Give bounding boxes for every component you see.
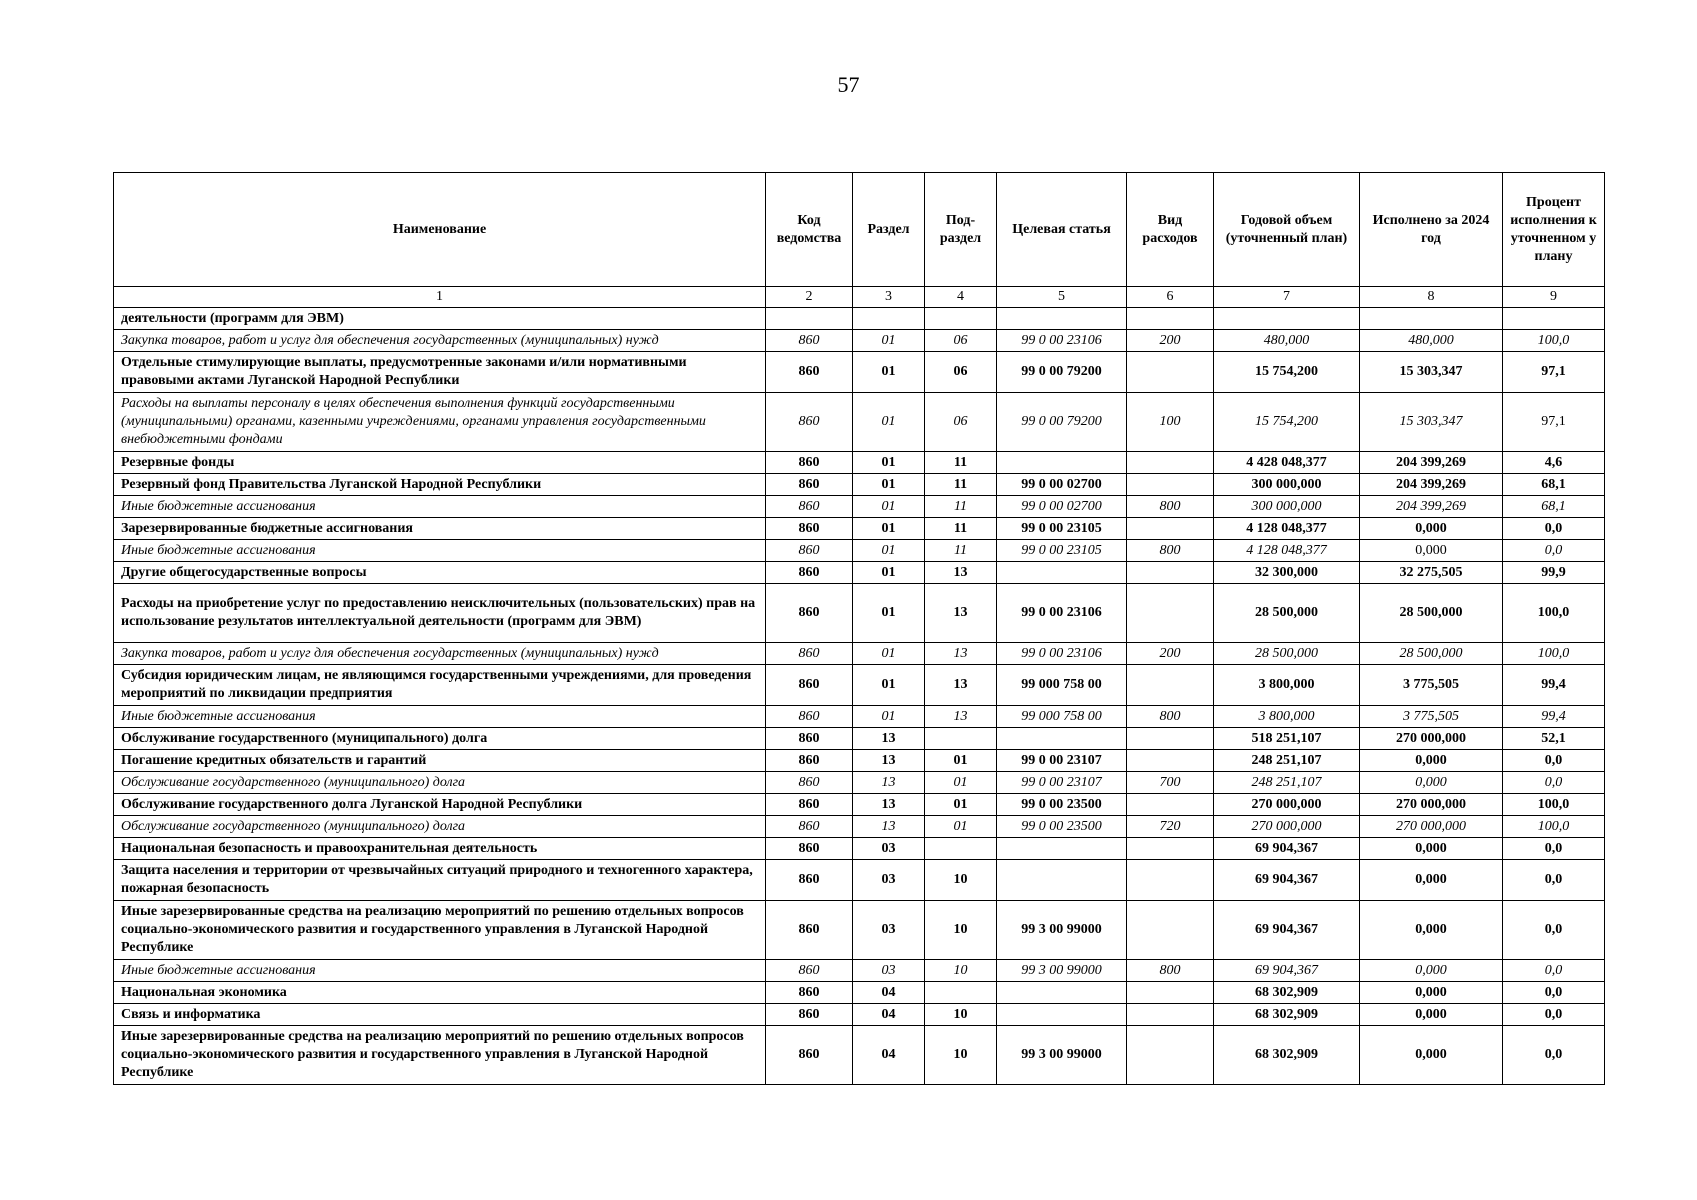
cell-expense-type: 800 bbox=[1127, 960, 1214, 982]
cell-percent: 4,6 bbox=[1503, 452, 1605, 474]
cell-expense-type: 800 bbox=[1127, 540, 1214, 562]
cell-section: 04 bbox=[853, 1004, 925, 1026]
cell-executed: 28 500,000 bbox=[1360, 584, 1503, 643]
table-row bbox=[114, 643, 1605, 665]
cell-executed: 0,000 bbox=[1360, 901, 1503, 960]
cell-section: 13 bbox=[853, 728, 925, 750]
cell-percent: 0,0 bbox=[1503, 982, 1605, 1004]
cell-target-article: 99 0 00 23500 bbox=[997, 794, 1127, 816]
cell-name: Национальная безопасность и правоохранительная деятельность bbox=[114, 838, 766, 860]
cell-percent: 0,0 bbox=[1503, 1004, 1605, 1026]
cell-executed: 270 000,000 bbox=[1360, 816, 1503, 838]
cell-name: Отдельные стимулирующие выплаты, предусмотренные законами и/или нормативными правовыми актами Луганской Народной Республики bbox=[114, 352, 766, 393]
cell-expense-type: 720 bbox=[1127, 816, 1214, 838]
cell-annual-plan: 270 000,000 bbox=[1214, 816, 1360, 838]
cell-name: Субсидия юридическим лицам, не являющимся государственными учреждениями, для проведения мероприятий по ликвидации предприятия bbox=[114, 665, 766, 706]
cell-name: Связь и информатика bbox=[114, 1004, 766, 1026]
cell-annual-plan: 68 302,909 bbox=[1214, 1026, 1360, 1085]
cell-annual-plan: 28 500,000 bbox=[1214, 584, 1360, 643]
cell-percent: 68,1 bbox=[1503, 496, 1605, 518]
cell-dept-code: 860 bbox=[766, 540, 853, 562]
cell-expense-type bbox=[1127, 794, 1214, 816]
cell-target-article: 99 0 00 23107 bbox=[997, 750, 1127, 772]
table-row bbox=[114, 518, 1605, 540]
cell-dept-code: 860 bbox=[766, 643, 853, 665]
cell-annual-plan: 4 428 048,377 bbox=[1214, 452, 1360, 474]
table-row bbox=[114, 794, 1605, 816]
cell-name: Обслуживание государственного (муниципального) долга bbox=[114, 816, 766, 838]
cell-section: 13 bbox=[853, 816, 925, 838]
cell-subsection: 13 bbox=[925, 665, 997, 706]
table-row bbox=[114, 901, 1605, 960]
cell-executed: 270 000,000 bbox=[1360, 794, 1503, 816]
cell-expense-type bbox=[1127, 452, 1214, 474]
cell-expense-type bbox=[1127, 1004, 1214, 1026]
cell-expense-type bbox=[1127, 308, 1214, 330]
cell-section: 01 bbox=[853, 643, 925, 665]
header-section: Раздел bbox=[853, 173, 925, 287]
cell-name: Обслуживание государственного долга Луганской Народной Республики bbox=[114, 794, 766, 816]
cell-annual-plan: 3 800,000 bbox=[1214, 665, 1360, 706]
cell-executed: 32 275,505 bbox=[1360, 562, 1503, 584]
cell-percent: 68,1 bbox=[1503, 474, 1605, 496]
cell-annual-plan: 68 302,909 bbox=[1214, 1004, 1360, 1026]
cell-expense-type bbox=[1127, 1026, 1214, 1085]
cell-executed bbox=[1360, 308, 1503, 330]
cell-section: 03 bbox=[853, 901, 925, 960]
cell-target-article: 99 0 00 23500 bbox=[997, 816, 1127, 838]
cell-dept-code: 860 bbox=[766, 860, 853, 901]
cell-target-article: 99 0 00 23106 bbox=[997, 330, 1127, 352]
cell-dept-code: 860 bbox=[766, 518, 853, 540]
cell-expense-type bbox=[1127, 584, 1214, 643]
cell-percent bbox=[1503, 308, 1605, 330]
cell-executed: 0,000 bbox=[1360, 860, 1503, 901]
cell-percent: 100,0 bbox=[1503, 584, 1605, 643]
header-name: Наименование bbox=[114, 173, 766, 287]
cell-section: 13 bbox=[853, 750, 925, 772]
cell-subsection: 11 bbox=[925, 452, 997, 474]
cell-percent: 0,0 bbox=[1503, 750, 1605, 772]
table-row bbox=[114, 330, 1605, 352]
cell-executed: 204 399,269 bbox=[1360, 474, 1503, 496]
cell-name: Национальная экономика bbox=[114, 982, 766, 1004]
page-number: 57 bbox=[837, 72, 860, 97]
cell-annual-plan: 480,000 bbox=[1214, 330, 1360, 352]
table-row bbox=[114, 452, 1605, 474]
cell-executed: 204 399,269 bbox=[1360, 496, 1503, 518]
cell-name: Резервные фонды bbox=[114, 452, 766, 474]
cell-subsection: 13 bbox=[925, 643, 997, 665]
cell-annual-plan: 3 800,000 bbox=[1214, 706, 1360, 728]
cell-executed: 270 000,000 bbox=[1360, 728, 1503, 750]
cell-percent: 99,4 bbox=[1503, 665, 1605, 706]
cell-section: 01 bbox=[853, 562, 925, 584]
cell-expense-type bbox=[1127, 860, 1214, 901]
cell-annual-plan: 270 000,000 bbox=[1214, 794, 1360, 816]
cell-annual-plan bbox=[1214, 308, 1360, 330]
cell-subsection: 13 bbox=[925, 562, 997, 584]
table-row bbox=[114, 308, 1605, 330]
cell-target-article: 99 000 758 00 bbox=[997, 665, 1127, 706]
cell-target-article: 99 0 00 23106 bbox=[997, 643, 1127, 665]
table-row bbox=[114, 1004, 1605, 1026]
table-row bbox=[114, 352, 1605, 393]
cell-expense-type: 200 bbox=[1127, 330, 1214, 352]
cell-name: Обслуживание государственного (муниципального) долга bbox=[114, 772, 766, 794]
cell-expense-type bbox=[1127, 665, 1214, 706]
table-row bbox=[114, 1026, 1605, 1085]
table-row bbox=[114, 665, 1605, 706]
cell-subsection bbox=[925, 308, 997, 330]
header-executed: Исполнено за 2024 год bbox=[1360, 173, 1503, 287]
cell-dept-code: 860 bbox=[766, 982, 853, 1004]
cell-target-article bbox=[997, 562, 1127, 584]
table-row bbox=[114, 816, 1605, 838]
cell-subsection: 01 bbox=[925, 772, 997, 794]
cell-annual-plan: 68 302,909 bbox=[1214, 982, 1360, 1004]
cell-expense-type bbox=[1127, 518, 1214, 540]
cell-section: 01 bbox=[853, 474, 925, 496]
cell-percent: 99,4 bbox=[1503, 706, 1605, 728]
cell-percent: 0,0 bbox=[1503, 960, 1605, 982]
cell-name: Иные бюджетные ассигнования bbox=[114, 960, 766, 982]
cell-name: Закупка товаров, работ и услуг для обеспечения государственных (муниципальных) нужд bbox=[114, 330, 766, 352]
col-number: 6 bbox=[1127, 287, 1214, 308]
cell-target-article bbox=[997, 838, 1127, 860]
cell-annual-plan: 69 904,367 bbox=[1214, 860, 1360, 901]
cell-dept-code: 860 bbox=[766, 960, 853, 982]
cell-annual-plan: 300 000,000 bbox=[1214, 496, 1360, 518]
table-row bbox=[114, 496, 1605, 518]
cell-subsection: 11 bbox=[925, 496, 997, 518]
cell-section: 01 bbox=[853, 330, 925, 352]
cell-executed: 3 775,505 bbox=[1360, 665, 1503, 706]
cell-dept-code: 860 bbox=[766, 901, 853, 960]
cell-section: 01 bbox=[853, 393, 925, 452]
cell-executed: 0,000 bbox=[1360, 960, 1503, 982]
cell-expense-type: 700 bbox=[1127, 772, 1214, 794]
cell-name: Иные бюджетные ассигнования bbox=[114, 540, 766, 562]
cell-target-article: 99 0 00 23106 bbox=[997, 584, 1127, 643]
cell-percent: 97,1 bbox=[1503, 393, 1605, 452]
header-target-article: Целевая статья bbox=[997, 173, 1127, 287]
table-row bbox=[114, 860, 1605, 901]
cell-dept-code: 860 bbox=[766, 665, 853, 706]
cell-expense-type: 100 bbox=[1127, 393, 1214, 452]
cell-subsection bbox=[925, 728, 997, 750]
cell-executed: 0,000 bbox=[1360, 1026, 1503, 1085]
table-row bbox=[114, 474, 1605, 496]
col-number: 1 bbox=[114, 287, 766, 308]
cell-executed: 15 303,347 bbox=[1360, 393, 1503, 452]
cell-dept-code: 860 bbox=[766, 330, 853, 352]
cell-executed: 0,000 bbox=[1360, 518, 1503, 540]
cell-subsection: 13 bbox=[925, 584, 997, 643]
cell-dept-code: 860 bbox=[766, 474, 853, 496]
table-row bbox=[114, 393, 1605, 452]
cell-expense-type bbox=[1127, 750, 1214, 772]
cell-percent: 0,0 bbox=[1503, 901, 1605, 960]
cell-target-article bbox=[997, 452, 1127, 474]
cell-expense-type: 800 bbox=[1127, 496, 1214, 518]
table-row bbox=[114, 540, 1605, 562]
cell-section: 01 bbox=[853, 452, 925, 474]
cell-subsection: 10 bbox=[925, 1004, 997, 1026]
cell-executed: 204 399,269 bbox=[1360, 452, 1503, 474]
cell-expense-type: 800 bbox=[1127, 706, 1214, 728]
cell-section: 13 bbox=[853, 794, 925, 816]
cell-name: Иные бюджетные ассигнования bbox=[114, 496, 766, 518]
cell-percent: 0,0 bbox=[1503, 838, 1605, 860]
cell-section: 01 bbox=[853, 665, 925, 706]
header-percent: Процент исполнения к уточненном у плану bbox=[1503, 173, 1605, 287]
cell-target-article: 99 0 00 79200 bbox=[997, 352, 1127, 393]
cell-expense-type bbox=[1127, 982, 1214, 1004]
header-annual-plan: Годовой объем (уточненный план) bbox=[1214, 173, 1360, 287]
cell-dept-code: 860 bbox=[766, 496, 853, 518]
table-row bbox=[114, 982, 1605, 1004]
cell-annual-plan: 15 754,200 bbox=[1214, 352, 1360, 393]
column-number-row bbox=[114, 287, 1605, 308]
cell-percent: 99,9 bbox=[1503, 562, 1605, 584]
cell-name: Защита населения и территории от чрезвычайных ситуаций природного и техногенного характера, пожарная безопасность bbox=[114, 860, 766, 901]
header-expense-type: Вид расходов bbox=[1127, 173, 1214, 287]
cell-name: Закупка товаров, работ и услуг для обеспечения государственных (муниципальных) нужд bbox=[114, 643, 766, 665]
cell-name: деятельности (программ для ЭВМ) bbox=[114, 308, 766, 330]
cell-subsection: 01 bbox=[925, 750, 997, 772]
cell-subsection: 13 bbox=[925, 706, 997, 728]
cell-name: Резервный фонд Правительства Луганской Народной Республики bbox=[114, 474, 766, 496]
cell-name: Иные зарезервированные средства на реализацию мероприятий по решению отдельных вопросов социально-экономического развития и государственного управления в Луганской Народной Республике bbox=[114, 1026, 766, 1085]
cell-dept-code: 860 bbox=[766, 838, 853, 860]
cell-name: Иные зарезервированные средства на реализацию мероприятий по решению отдельных вопросов социально-экономического развития и государственного управления в Луганской Народной Республике bbox=[114, 901, 766, 960]
cell-percent: 97,1 bbox=[1503, 352, 1605, 393]
cell-target-article: 99 3 00 99000 bbox=[997, 901, 1127, 960]
cell-section: 13 bbox=[853, 772, 925, 794]
cell-subsection: 06 bbox=[925, 352, 997, 393]
cell-name: Другие общегосударственные вопросы bbox=[114, 562, 766, 584]
cell-section: 04 bbox=[853, 982, 925, 1004]
cell-executed: 0,000 bbox=[1360, 750, 1503, 772]
cell-target-article: 99 0 00 23105 bbox=[997, 518, 1127, 540]
cell-executed: 0,000 bbox=[1360, 838, 1503, 860]
cell-percent: 100,0 bbox=[1503, 794, 1605, 816]
cell-name: Расходы на выплаты персоналу в целях обеспечения выполнения функций государственными (муниципальными) органами, казенными учреждениями, органами управления государственными внебюджетными фондами bbox=[114, 393, 766, 452]
table-row bbox=[114, 728, 1605, 750]
cell-target-article bbox=[997, 860, 1127, 901]
cell-annual-plan: 69 904,367 bbox=[1214, 901, 1360, 960]
cell-annual-plan: 32 300,000 bbox=[1214, 562, 1360, 584]
cell-name: Зарезервированные бюджетные ассигнования bbox=[114, 518, 766, 540]
table-body bbox=[114, 308, 1605, 1085]
cell-subsection: 06 bbox=[925, 330, 997, 352]
cell-expense-type bbox=[1127, 728, 1214, 750]
cell-expense-type bbox=[1127, 352, 1214, 393]
cell-percent: 100,0 bbox=[1503, 330, 1605, 352]
cell-dept-code: 860 bbox=[766, 1004, 853, 1026]
cell-annual-plan: 69 904,367 bbox=[1214, 838, 1360, 860]
cell-section: 01 bbox=[853, 584, 925, 643]
header-row bbox=[114, 173, 1605, 287]
cell-target-article bbox=[997, 1004, 1127, 1026]
cell-section bbox=[853, 308, 925, 330]
cell-annual-plan: 15 754,200 bbox=[1214, 393, 1360, 452]
header-dept-code: Код ведомства bbox=[766, 173, 853, 287]
cell-target-article: 99 000 758 00 bbox=[997, 706, 1127, 728]
col-number: 9 bbox=[1503, 287, 1605, 308]
cell-section: 03 bbox=[853, 960, 925, 982]
table-row bbox=[114, 584, 1605, 643]
cell-annual-plan: 248 251,107 bbox=[1214, 772, 1360, 794]
cell-expense-type bbox=[1127, 901, 1214, 960]
table-row bbox=[114, 706, 1605, 728]
cell-dept-code: 860 bbox=[766, 352, 853, 393]
cell-annual-plan: 28 500,000 bbox=[1214, 643, 1360, 665]
cell-target-article: 99 3 00 99000 bbox=[997, 1026, 1127, 1085]
cell-executed: 3 775,505 bbox=[1360, 706, 1503, 728]
cell-percent: 0,0 bbox=[1503, 860, 1605, 901]
cell-target-article bbox=[997, 308, 1127, 330]
table-row bbox=[114, 750, 1605, 772]
cell-annual-plan: 69 904,367 bbox=[1214, 960, 1360, 982]
cell-expense-type bbox=[1127, 474, 1214, 496]
cell-subsection: 11 bbox=[925, 474, 997, 496]
cell-target-article: 99 0 00 79200 bbox=[997, 393, 1127, 452]
cell-executed: 28 500,000 bbox=[1360, 643, 1503, 665]
cell-expense-type: 200 bbox=[1127, 643, 1214, 665]
col-number: 7 bbox=[1214, 287, 1360, 308]
cell-section: 01 bbox=[853, 352, 925, 393]
cell-annual-plan: 518 251,107 bbox=[1214, 728, 1360, 750]
cell-executed: 0,000 bbox=[1360, 540, 1503, 562]
cell-dept-code: 860 bbox=[766, 584, 853, 643]
cell-annual-plan: 4 128 048,377 bbox=[1214, 518, 1360, 540]
cell-dept-code: 860 bbox=[766, 393, 853, 452]
col-number: 3 bbox=[853, 287, 925, 308]
table-row bbox=[114, 562, 1605, 584]
cell-subsection: 10 bbox=[925, 901, 997, 960]
cell-section: 03 bbox=[853, 860, 925, 901]
cell-target-article: 99 0 00 02700 bbox=[997, 496, 1127, 518]
cell-section: 01 bbox=[853, 540, 925, 562]
cell-annual-plan: 248 251,107 bbox=[1214, 750, 1360, 772]
budget-execution-table bbox=[113, 172, 1605, 1085]
cell-subsection bbox=[925, 838, 997, 860]
cell-dept-code: 860 bbox=[766, 706, 853, 728]
table-row bbox=[114, 838, 1605, 860]
cell-subsection: 06 bbox=[925, 393, 997, 452]
cell-dept-code: 860 bbox=[766, 750, 853, 772]
col-number: 4 bbox=[925, 287, 997, 308]
cell-name: Иные бюджетные ассигнования bbox=[114, 706, 766, 728]
col-number: 2 bbox=[766, 287, 853, 308]
header-subsection: Под-раздел bbox=[925, 173, 997, 287]
cell-annual-plan: 4 128 048,377 bbox=[1214, 540, 1360, 562]
cell-percent: 100,0 bbox=[1503, 643, 1605, 665]
cell-dept-code bbox=[766, 308, 853, 330]
cell-dept-code: 860 bbox=[766, 562, 853, 584]
cell-dept-code: 860 bbox=[766, 452, 853, 474]
cell-executed: 0,000 bbox=[1360, 982, 1503, 1004]
cell-percent: 0,0 bbox=[1503, 1026, 1605, 1085]
cell-target-article bbox=[997, 982, 1127, 1004]
cell-dept-code: 860 bbox=[766, 772, 853, 794]
cell-percent: 0,0 bbox=[1503, 772, 1605, 794]
cell-subsection bbox=[925, 982, 997, 1004]
cell-annual-plan: 300 000,000 bbox=[1214, 474, 1360, 496]
cell-target-article: 99 0 00 23107 bbox=[997, 772, 1127, 794]
cell-subsection: 10 bbox=[925, 960, 997, 982]
cell-percent: 0,0 bbox=[1503, 518, 1605, 540]
table-row bbox=[114, 772, 1605, 794]
cell-section: 01 bbox=[853, 706, 925, 728]
cell-section: 01 bbox=[853, 496, 925, 518]
cell-target-article bbox=[997, 728, 1127, 750]
cell-executed: 0,000 bbox=[1360, 1004, 1503, 1026]
cell-executed: 0,000 bbox=[1360, 772, 1503, 794]
cell-section: 03 bbox=[853, 838, 925, 860]
cell-name: Обслуживание государственного (муниципального) долга bbox=[114, 728, 766, 750]
cell-subsection: 01 bbox=[925, 816, 997, 838]
cell-section: 04 bbox=[853, 1026, 925, 1085]
cell-percent: 100,0 bbox=[1503, 816, 1605, 838]
cell-name: Погашение кредитных обязательств и гарантий bbox=[114, 750, 766, 772]
cell-executed: 15 303,347 bbox=[1360, 352, 1503, 393]
cell-section: 01 bbox=[853, 518, 925, 540]
cell-subsection: 01 bbox=[925, 794, 997, 816]
cell-subsection: 11 bbox=[925, 540, 997, 562]
cell-dept-code: 860 bbox=[766, 794, 853, 816]
cell-target-article: 99 0 00 02700 bbox=[997, 474, 1127, 496]
col-number: 5 bbox=[997, 287, 1127, 308]
cell-executed: 480,000 bbox=[1360, 330, 1503, 352]
cell-subsection: 10 bbox=[925, 1026, 997, 1085]
col-number: 8 bbox=[1360, 287, 1503, 308]
cell-dept-code: 860 bbox=[766, 1026, 853, 1085]
cell-dept-code: 860 bbox=[766, 728, 853, 750]
cell-expense-type bbox=[1127, 562, 1214, 584]
cell-subsection: 10 bbox=[925, 860, 997, 901]
cell-target-article: 99 0 00 23105 bbox=[997, 540, 1127, 562]
cell-percent: 0,0 bbox=[1503, 540, 1605, 562]
table-row bbox=[114, 960, 1605, 982]
cell-target-article: 99 3 00 99000 bbox=[997, 960, 1127, 982]
cell-name: Расходы на приобретение услуг по предоставлению неисключительных (пользовательских) прав на использование результатов интеллектуальной деятельности (программ для ЭВМ) bbox=[114, 584, 766, 643]
cell-expense-type bbox=[1127, 838, 1214, 860]
cell-percent: 52,1 bbox=[1503, 728, 1605, 750]
cell-subsection: 11 bbox=[925, 518, 997, 540]
cell-dept-code: 860 bbox=[766, 816, 853, 838]
